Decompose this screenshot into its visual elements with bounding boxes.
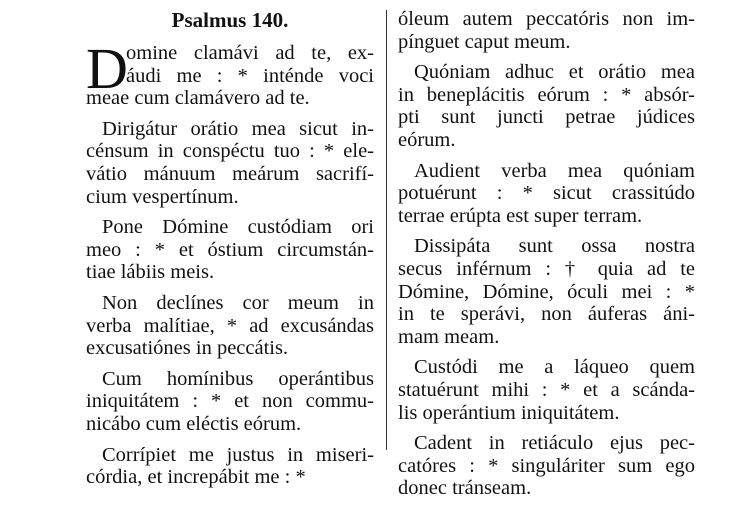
verse-line: Dómine, Dómine, óculi mei : * [398, 280, 695, 303]
left-column [86, 8, 374, 497]
verse-line: catóres : * singuláriter sum ego [398, 454, 695, 477]
verse [86, 216, 374, 284]
verse-line: excusatiónes in peccátis. [86, 337, 289, 360]
verse [398, 356, 695, 424]
verse [398, 235, 695, 348]
verse-line: Audient verba mea quóniam [414, 159, 695, 182]
verse-line: cium vespertínum. [86, 185, 239, 208]
verse [86, 292, 374, 360]
verse-line: secus inférnum : † quia ad te [398, 257, 695, 280]
drop-cap-initial: D [86, 36, 128, 101]
left-verses [86, 36, 374, 489]
verse-line: Cadent in retiáculo ejus pec- [414, 432, 695, 455]
verse-line: Quóniam adhuc et orátio mea [414, 61, 695, 84]
verse-line: pínguet caput meum. [398, 30, 571, 53]
verse-line: in te sperávi, non áuferas áni- [398, 303, 695, 326]
verse-line: statuérunt mihi : * et a scánda- [398, 378, 695, 401]
verse-line: pti sunt juncti petrae júdices [398, 106, 695, 129]
verse-line: meae cum clamávero ad te. [86, 87, 310, 110]
verse-line: omine clamávi ad te, ex- [126, 42, 374, 64]
verse-line: eórum. [398, 128, 456, 151]
verse-line: lis operántium iniquitátem. [398, 401, 620, 424]
psalm-title: Psalmus 140. [171, 8, 289, 32]
verse-line: Cum homínibus operántibus [102, 367, 374, 390]
column-divider [386, 10, 387, 450]
verse-line: donec tránseam. [398, 477, 532, 500]
verse-line: Custódi me a láqueo quem [414, 356, 695, 379]
verse-line: Corrípiet me justus in miseri- [102, 443, 374, 466]
verse [398, 160, 695, 228]
verse-line: nicábo cum eléctis eórum. [86, 412, 302, 435]
verse [86, 36, 374, 110]
verse [86, 368, 374, 436]
right-verses [398, 8, 695, 500]
verse-line: Non declínes cor meum in [102, 291, 374, 314]
verse-line: terrae erúpta est super terram. [398, 204, 643, 227]
verse-line: mam meam. [398, 325, 500, 348]
verse [86, 444, 374, 489]
verse [398, 8, 695, 53]
verse-line: verba malítiae, * ad excusándas [86, 314, 374, 337]
verse [86, 118, 374, 208]
verse-line: Pone Dómine custódiam ori [102, 216, 374, 239]
verse-line: Dirigátur orátio mea sicut in- [102, 117, 374, 140]
verse [398, 61, 695, 151]
verse-line: in beneplácitis eórum : * absór- [398, 83, 695, 106]
verse-line: meo : * et óstium circumstán- [86, 238, 374, 261]
verse-line: córdia, et increpábit me : * [86, 466, 306, 489]
verse-line: tiae lábiis meis. [86, 261, 215, 284]
verse-line: óleum autem peccatóris non im- [398, 8, 695, 30]
verse-line: áudi me : * inténde voci [126, 64, 374, 87]
verse-line: cénsum in conspéctu tuo : * ele- [86, 140, 374, 163]
verse-line: potuérunt : * sicut crassitúdo [398, 182, 695, 205]
verse-line: vátio mánuum meárum sacrifí- [86, 162, 374, 185]
right-column [398, 8, 695, 508]
verse [398, 432, 695, 500]
verse-line: iniquitátem : * et non commu- [86, 390, 374, 413]
verse-line: Dissipáta sunt ossa nostra [414, 235, 695, 258]
